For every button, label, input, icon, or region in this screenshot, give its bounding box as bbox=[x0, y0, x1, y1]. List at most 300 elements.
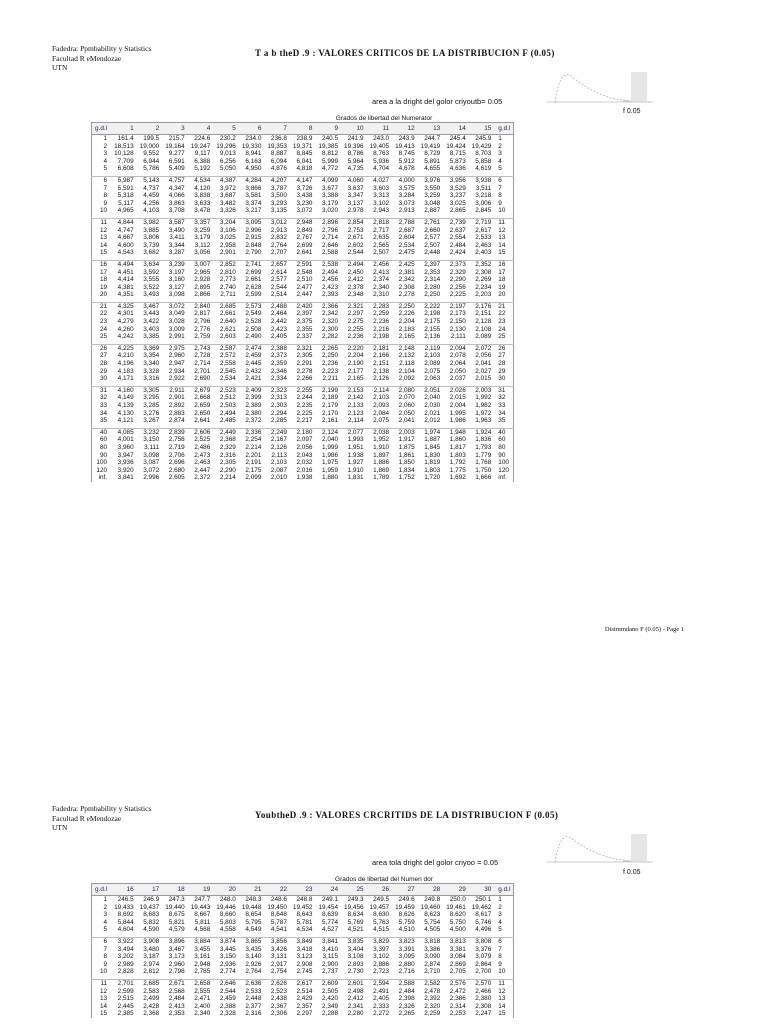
row-df-label-right: 11 bbox=[494, 979, 514, 987]
critical-value-cell: 2,572 bbox=[219, 352, 236, 360]
header-line: Facultad R eMendozae bbox=[52, 53, 122, 63]
critical-value-cell: 2,348 bbox=[347, 291, 364, 299]
row-df-label-right: inf. bbox=[494, 474, 514, 482]
critical-value-cell: 1,948 bbox=[449, 428, 466, 436]
row-df-label: 19 bbox=[92, 284, 112, 292]
critical-value-cell: 4,543 bbox=[117, 249, 134, 257]
critical-value-cell: 2,259 bbox=[373, 310, 390, 318]
row-df-label: 32 bbox=[92, 394, 112, 402]
critical-value-cell: 6,944 bbox=[143, 157, 160, 165]
critical-value-cell: 2,381 bbox=[398, 268, 415, 276]
critical-value-cell: 2,089 bbox=[424, 360, 441, 368]
critical-value-cell: 248.6 bbox=[270, 896, 287, 903]
critical-value-cell: 2,288 bbox=[322, 1010, 339, 1018]
critical-value-cell: 2,785 bbox=[194, 968, 211, 976]
critical-value-cell: 2,659 bbox=[194, 402, 211, 409]
critical-value-cell: 1,720 bbox=[424, 474, 441, 482]
numerator-df-header: 29 bbox=[443, 884, 469, 896]
critical-value-cell: 2,328 bbox=[219, 1010, 236, 1018]
critical-value-cell: 2,092 bbox=[398, 375, 415, 383]
critical-value-cell: 2,707 bbox=[270, 249, 287, 257]
critical-value-cell: 3,403 bbox=[143, 325, 160, 333]
critical-value-cell: 4,541 bbox=[270, 926, 287, 934]
critical-value-cell: 2,397 bbox=[424, 260, 441, 268]
critical-value-cell: 2,310 bbox=[373, 291, 390, 299]
critical-value-cell: 2,447 bbox=[194, 466, 211, 474]
critical-value-cell: 5,318 bbox=[117, 192, 134, 200]
critical-value-cell: 5,803 bbox=[219, 918, 236, 926]
numerator-df-header: 10 bbox=[341, 123, 367, 135]
critical-value-cell: 236.8 bbox=[270, 135, 287, 142]
numerator-df-header: 21 bbox=[239, 884, 265, 896]
critical-value-cell: 2,486 bbox=[194, 443, 211, 451]
critical-value-cell: 2,719 bbox=[168, 443, 185, 451]
critical-value-cell: 3,112 bbox=[194, 241, 211, 249]
critical-value-cell: 2,776 bbox=[194, 325, 211, 333]
row-df-label-right: 6 bbox=[494, 937, 514, 945]
critical-value-cell: 2,424 bbox=[449, 249, 466, 257]
table-row bbox=[92, 428, 514, 436]
table-row bbox=[92, 249, 514, 257]
critical-value-cell: 1,927 bbox=[347, 459, 364, 467]
critical-value-cell: 2,050 bbox=[449, 367, 466, 375]
critical-value-cell: 3,025 bbox=[449, 199, 466, 207]
critical-value-cell: 6,256 bbox=[219, 157, 236, 165]
critical-value-cell: 246.5 bbox=[117, 896, 134, 903]
critical-value-cell: 2,908 bbox=[296, 960, 313, 968]
table-row bbox=[92, 135, 514, 143]
critical-value-cell: 19,446 bbox=[216, 903, 236, 911]
critical-value-cell: 2,840 bbox=[194, 302, 211, 310]
critical-value-cell: 2,077 bbox=[347, 428, 364, 436]
critical-value-cell: 2,176 bbox=[475, 302, 492, 310]
critical-value-cell: 3,232 bbox=[143, 428, 160, 436]
critical-value-cell: 2,459 bbox=[245, 352, 262, 360]
critical-value-cell: 2,696 bbox=[168, 459, 185, 467]
critical-value-cell: 1,830 bbox=[424, 451, 441, 459]
critical-value-cell: 2,911 bbox=[169, 386, 185, 394]
table-row bbox=[92, 242, 514, 250]
row-df-label-right: 2 bbox=[494, 143, 514, 151]
critical-value-cell: 2,477 bbox=[296, 283, 313, 291]
critical-value-cell: 8,703 bbox=[475, 150, 492, 158]
critical-value-cell: 2,637 bbox=[449, 226, 466, 234]
area-note: area tola dright del golor criyoo = 0.05 bbox=[372, 858, 499, 867]
critical-value-cell: 3,467 bbox=[168, 945, 185, 953]
critical-value-cell: 2,403 bbox=[475, 249, 492, 257]
critical-value-cell: 2,996 bbox=[143, 474, 160, 482]
critical-value-cell: 6,041 bbox=[296, 157, 313, 165]
critical-value-cell: 2,050 bbox=[398, 409, 415, 417]
critical-value-cell: 2,040 bbox=[322, 436, 339, 444]
critical-value-cell: 2,583 bbox=[143, 987, 160, 995]
critical-value-cell: 4,600 bbox=[117, 241, 134, 249]
critical-value-cell: 247.3 bbox=[168, 896, 185, 903]
critical-value-cell: 247.7 bbox=[194, 896, 211, 903]
row-df-label: 21 bbox=[92, 302, 112, 310]
critical-value-cell: 2,514 bbox=[270, 291, 287, 299]
critical-value-cell: 2,758 bbox=[168, 436, 185, 444]
critical-value-cell: 3,344 bbox=[168, 241, 185, 249]
critical-value-cell: 2,690 bbox=[194, 375, 211, 383]
critical-value-cell: 5,769 bbox=[347, 918, 364, 926]
critical-value-cell: 2,223 bbox=[322, 367, 339, 375]
critical-value-cell: 4,655 bbox=[424, 165, 441, 173]
critical-value-cell: 4,876 bbox=[270, 165, 287, 173]
row-df-label: 24 bbox=[92, 326, 112, 334]
row-df-label: 35 bbox=[92, 417, 112, 425]
critical-value-cell: 4,242 bbox=[117, 333, 134, 341]
critical-value-cell: 1,869 bbox=[373, 466, 390, 474]
critical-value-cell: 2,494 bbox=[219, 409, 236, 417]
critical-value-cell: 8,715 bbox=[449, 150, 466, 158]
critical-value-cell: 4,210 bbox=[117, 352, 134, 360]
critical-value-cell: 3,896 bbox=[168, 937, 185, 945]
critical-value-cell: 3,841 bbox=[322, 937, 339, 945]
row-df-label: 34 bbox=[92, 410, 112, 418]
critical-value-cell: 5,811 bbox=[194, 918, 211, 926]
critical-value-cell: 2,635 bbox=[373, 234, 390, 242]
critical-value-cell: 8,620 bbox=[449, 911, 466, 919]
numerator-df-header: 26 bbox=[367, 884, 393, 896]
critical-value-cell: 2,340 bbox=[194, 1010, 211, 1018]
numerator-df-header: 13 bbox=[418, 123, 444, 135]
critical-value-cell: 2,790 bbox=[245, 249, 262, 257]
critical-value-cell: 2,320 bbox=[322, 318, 339, 326]
critical-value-cell: 2,741 bbox=[245, 260, 262, 268]
critical-value-cell: 2,576 bbox=[449, 979, 466, 987]
critical-value-cell: 4,139 bbox=[117, 402, 134, 409]
row-df-label-right: 10 bbox=[494, 207, 514, 215]
critical-value-cell: 2,420 bbox=[322, 995, 339, 1003]
critical-value-cell: 3,230 bbox=[296, 199, 313, 207]
critical-value-cell: 2,103 bbox=[424, 352, 441, 360]
critical-value-cell: 2,198 bbox=[373, 333, 390, 341]
critical-value-cell: 2,151 bbox=[475, 310, 492, 318]
critical-value-cell: 4,171 bbox=[117, 375, 134, 383]
critical-value-cell: 8,812 bbox=[322, 150, 339, 158]
critical-value-cell: 2,308 bbox=[475, 1002, 492, 1010]
critical-value-cell: 4,121 bbox=[117, 417, 134, 425]
critical-value-cell: 5,821 bbox=[168, 918, 185, 926]
critical-value-cell: 2,544 bbox=[270, 283, 287, 291]
critical-value-cell: 2,342 bbox=[322, 310, 339, 318]
critical-value-cell: 2,523 bbox=[270, 987, 287, 995]
critical-value-cell: 2,577 bbox=[270, 276, 287, 284]
critical-value-cell: 2,405 bbox=[373, 995, 390, 1003]
row-df-label: 25 bbox=[92, 333, 112, 341]
numerator-df-header: 24 bbox=[315, 884, 341, 896]
critical-value-cell: 3,478 bbox=[194, 207, 211, 215]
critical-value-cell: 3,087 bbox=[143, 459, 160, 467]
critical-value-cell: 2,041 bbox=[475, 360, 492, 368]
critical-value-cell: 1,775 bbox=[449, 466, 466, 474]
critical-value-cell: 3,111 bbox=[144, 443, 160, 451]
table-row bbox=[92, 284, 514, 292]
critical-value-cell: 249.8 bbox=[424, 896, 441, 903]
table-row bbox=[92, 919, 514, 927]
row-df-label: 6 bbox=[92, 176, 112, 184]
critical-value-cell: 2,118 bbox=[399, 360, 415, 368]
critical-value-cell: 2,226 bbox=[398, 310, 415, 318]
critical-value-cell: 1,938 bbox=[347, 451, 364, 459]
critical-value-cell: 6,388 bbox=[194, 157, 211, 165]
critical-value-cell: 1,789 bbox=[373, 474, 390, 482]
critical-value-cell: 2,060 bbox=[398, 402, 415, 409]
table-row bbox=[92, 158, 514, 166]
critical-value-cell: 3,438 bbox=[296, 192, 313, 200]
critical-value-cell: 4,678 bbox=[398, 165, 415, 173]
critical-value-cell: 2,397 bbox=[296, 310, 313, 318]
row-df-label: 17 bbox=[92, 269, 112, 277]
row-df-label-right: 120 bbox=[494, 467, 514, 475]
critical-value-cell: 2,599 bbox=[245, 291, 262, 299]
critical-value-cell: 161.4 bbox=[117, 135, 134, 142]
critical-value-cell: 3,480 bbox=[143, 945, 160, 953]
critical-value-cell: 3,587 bbox=[168, 218, 185, 226]
f-distribution-curve-icon bbox=[545, 830, 655, 866]
row-df-label-right: 14 bbox=[494, 1003, 514, 1011]
critical-value-cell: 2,021 bbox=[424, 409, 441, 417]
critical-value-cell: 2,064 bbox=[449, 360, 466, 368]
numerator-df-header: 12 bbox=[392, 123, 418, 135]
critical-value-cell: 3,522 bbox=[143, 283, 160, 291]
critical-value-cell: 3,135 bbox=[270, 207, 287, 215]
critical-value-cell: 3,633 bbox=[194, 199, 211, 207]
critical-value-cell: 4,130 bbox=[117, 409, 134, 417]
critical-value-cell: 2,217 bbox=[296, 417, 313, 425]
critical-value-cell: 249.3 bbox=[347, 896, 364, 903]
critical-value-cell: 2,323 bbox=[270, 386, 287, 394]
critical-value-cell: 4,207 bbox=[270, 176, 287, 184]
critical-value-cell: 2,534 bbox=[219, 375, 236, 383]
numerator-df-caption: Grados de libertad del Numen dor bbox=[335, 876, 433, 883]
critical-value-cell: 2,901 bbox=[168, 394, 185, 402]
critical-value-cell: 3,435 bbox=[245, 945, 262, 953]
critical-value-cell: 3,150 bbox=[143, 436, 160, 444]
critical-value-cell: 2,883 bbox=[168, 409, 185, 417]
critical-value-cell: 2,705 bbox=[449, 968, 466, 976]
critical-value-cell: 9,552 bbox=[143, 150, 160, 158]
critical-value-cell: 2,621 bbox=[219, 325, 236, 333]
critical-value-cell: 2,103 bbox=[270, 459, 287, 467]
row-df-label-right: 20 bbox=[494, 291, 514, 299]
critical-value-cell: 19,443 bbox=[190, 903, 211, 911]
critical-value-cell: 2,913 bbox=[270, 226, 287, 234]
critical-value-cell: 2,378 bbox=[347, 283, 364, 291]
table-row bbox=[92, 444, 514, 452]
critical-value-cell: 2,922 bbox=[168, 375, 185, 383]
critical-value-cell: 3,500 bbox=[270, 192, 287, 200]
header-line: UTN bbox=[52, 823, 68, 832]
critical-value-cell: 2,507 bbox=[373, 249, 390, 257]
critical-value-cell: 2,191 bbox=[245, 459, 262, 467]
numerator-df-header: 3 bbox=[162, 123, 188, 135]
critical-value-cell: 2,126 bbox=[270, 443, 287, 451]
row-df-label: 9 bbox=[92, 961, 112, 969]
critical-value-cell: 2,368 bbox=[219, 436, 236, 444]
critical-value-cell: 2,225 bbox=[449, 291, 466, 299]
critical-value-cell: 3,884 bbox=[194, 937, 211, 945]
critical-value-cell: 5,936 bbox=[373, 157, 390, 165]
critical-value-cell: 8,692 bbox=[117, 911, 134, 919]
critical-value-cell: 2,818 bbox=[373, 218, 390, 226]
critical-value-cell: 2,989 bbox=[117, 960, 134, 968]
critical-value-cell: 2,528 bbox=[245, 318, 262, 326]
critical-value-cell: 199.5 bbox=[143, 135, 160, 142]
critical-value-cell: 2,236 bbox=[373, 318, 390, 326]
critical-value-cell: 2,498 bbox=[347, 987, 364, 995]
critical-value-cell: 2,078 bbox=[449, 352, 466, 360]
table-row bbox=[92, 953, 514, 961]
critical-value-cell: 2,392 bbox=[424, 995, 441, 1003]
critical-value-cell: 1,897 bbox=[373, 451, 390, 459]
critical-value-cell: 2,448 bbox=[245, 995, 262, 1003]
critical-value-cell: 2,373 bbox=[449, 260, 466, 268]
critical-value-cell: 2,740 bbox=[219, 283, 236, 291]
critical-value-cell: 2,767 bbox=[296, 234, 313, 242]
critical-value-cell: 2,128 bbox=[475, 318, 492, 326]
critical-value-cell: 19,429 bbox=[471, 142, 492, 150]
critical-value-cell: 3,982 bbox=[143, 218, 160, 226]
critical-value-cell: 1,880 bbox=[322, 474, 339, 482]
row-df-label: 4 bbox=[92, 158, 112, 166]
critical-value-cell: 3,160 bbox=[168, 276, 185, 284]
critical-value-cell: 3,276 bbox=[143, 409, 160, 417]
critical-value-cell: 2,588 bbox=[398, 979, 415, 987]
table-row bbox=[92, 218, 514, 226]
critical-value-cell: 3,829 bbox=[373, 937, 390, 945]
row-df-label: 2 bbox=[92, 904, 112, 912]
critical-value-cell: 5,746 bbox=[475, 918, 492, 926]
critical-value-cell: 2,568 bbox=[168, 987, 185, 995]
row-df-label-right: 3 bbox=[494, 150, 514, 158]
critical-value-cell: 2,515 bbox=[117, 995, 134, 1003]
critical-value-cell: 2,845 bbox=[475, 207, 492, 215]
critical-value-cell: 2,326 bbox=[398, 1002, 415, 1010]
critical-value-cell: 2,478 bbox=[424, 987, 441, 995]
critical-value-cell: 8,630 bbox=[373, 911, 390, 919]
critical-value-cell: 5,999 bbox=[322, 157, 339, 165]
critical-value-cell: 19,164 bbox=[165, 142, 185, 150]
critical-value-cell: 2,352 bbox=[475, 260, 492, 268]
critical-value-cell: 3,204 bbox=[219, 218, 236, 226]
critical-value-cell: 2,626 bbox=[270, 979, 287, 987]
critical-value-cell: 2,614 bbox=[270, 268, 287, 276]
numerator-df-header: 2 bbox=[137, 123, 163, 135]
critical-value-cell: 2,003 bbox=[398, 428, 415, 436]
critical-value-cell: 4,325 bbox=[117, 302, 134, 310]
critical-value-cell: 1,750 bbox=[475, 466, 492, 474]
numerator-df-header: 6 bbox=[239, 123, 265, 135]
critical-value-cell: 2,975 bbox=[168, 344, 185, 352]
critical-value-cell: 2,915 bbox=[245, 234, 262, 242]
critical-value-cell: 3,467 bbox=[143, 302, 160, 310]
critical-value-cell: 2,796 bbox=[322, 226, 339, 234]
critical-value-cell: 2,316 bbox=[245, 1010, 262, 1018]
critical-value-cell: 2,601 bbox=[347, 979, 364, 987]
critical-value-cell: 2,075 bbox=[424, 367, 441, 375]
critical-value-cell: 2,175 bbox=[245, 466, 262, 474]
critical-value-cell: 19,440 bbox=[165, 903, 185, 911]
row-df-label: 13 bbox=[92, 234, 112, 242]
critical-value-cell: 2,761 bbox=[424, 218, 441, 226]
critical-value-cell: 2,278 bbox=[398, 291, 415, 299]
critical-value-cell: 3,150 bbox=[219, 953, 236, 961]
header-line: Fadedra: Ppmbability y Statistics bbox=[52, 804, 152, 813]
critical-value-cell: 2,010 bbox=[270, 474, 287, 482]
critical-value-cell: 5,750 bbox=[449, 918, 466, 926]
critical-value-cell: 8,654 bbox=[245, 911, 262, 919]
critical-value-cell: 1,819 bbox=[424, 459, 441, 467]
critical-value-cell: 3,095 bbox=[398, 953, 415, 961]
numerator-df-header: 19 bbox=[188, 884, 214, 896]
table-row bbox=[92, 176, 514, 184]
critical-value-cell: 2,852 bbox=[219, 260, 236, 268]
critical-value-cell: 2,701 bbox=[117, 979, 134, 987]
critical-value-cell: 8,660 bbox=[219, 911, 236, 919]
critical-value-cell: 2,716 bbox=[398, 968, 415, 976]
table-row bbox=[92, 185, 514, 193]
critical-value-cell: 8,887 bbox=[270, 150, 287, 158]
critical-value-cell: 2,337 bbox=[296, 333, 313, 341]
critical-value-cell: 2,386 bbox=[449, 995, 466, 1003]
critical-value-cell: 2,199 bbox=[322, 386, 339, 394]
critical-value-cell: 3,529 bbox=[449, 184, 466, 192]
critical-value-cell: 9,277 bbox=[168, 150, 185, 158]
critical-value-cell: 2,236 bbox=[322, 360, 339, 368]
table-row bbox=[92, 368, 514, 376]
critical-value-cell: 3,972 bbox=[219, 184, 236, 192]
critical-value-cell: 2,507 bbox=[424, 241, 441, 249]
numerator-df-header: 18 bbox=[162, 884, 188, 896]
critical-value-cell: 8,786 bbox=[347, 150, 364, 158]
critical-value-cell: 2,602 bbox=[347, 241, 364, 249]
critical-value-cell: 3,637 bbox=[347, 184, 364, 192]
critical-value-cell: 2,305 bbox=[296, 352, 313, 360]
critical-value-cell: 2,880 bbox=[398, 960, 415, 968]
critical-value-cell: 2,291 bbox=[296, 360, 313, 368]
critical-value-cell: 3,239 bbox=[168, 260, 185, 268]
critical-value-cell: 19,419 bbox=[420, 142, 441, 150]
row-df-label: 5 bbox=[92, 926, 112, 934]
critical-value-cell: 1,803 bbox=[449, 451, 466, 459]
critical-value-cell: 1,951 bbox=[347, 443, 364, 451]
critical-value-cell: 1,792 bbox=[449, 459, 466, 467]
critical-value-cell: 2,179 bbox=[322, 402, 339, 409]
critical-value-cell: 4,568 bbox=[194, 926, 211, 934]
critical-value-cell: 250.0 bbox=[449, 896, 466, 903]
critical-value-cell: 2,247 bbox=[475, 1010, 492, 1018]
critical-value-cell: 2,917 bbox=[270, 960, 287, 968]
row-df-label-right: 80 bbox=[494, 444, 514, 452]
critical-value-cell: 2,463 bbox=[194, 459, 211, 467]
critical-value-cell: 2,314 bbox=[449, 1002, 466, 1010]
critical-value-cell: 5,117 bbox=[118, 199, 134, 207]
critical-value-cell: 2,398 bbox=[398, 995, 415, 1003]
critical-value-cell: 8,763 bbox=[373, 150, 390, 158]
critical-value-cell: 3,161 bbox=[194, 953, 211, 961]
numerator-df-header: 15 bbox=[469, 123, 495, 135]
table-row bbox=[92, 375, 514, 383]
critical-value-cell: 3,397 bbox=[373, 945, 390, 953]
critical-value-cell: 19,459 bbox=[395, 903, 415, 911]
row-df-label: 90 bbox=[92, 452, 112, 460]
critical-value-cell: 2,839 bbox=[168, 428, 185, 436]
table-row bbox=[92, 417, 514, 425]
critical-value-cell: 2,514 bbox=[296, 987, 313, 995]
critical-value-cell: 3,376 bbox=[475, 945, 492, 953]
